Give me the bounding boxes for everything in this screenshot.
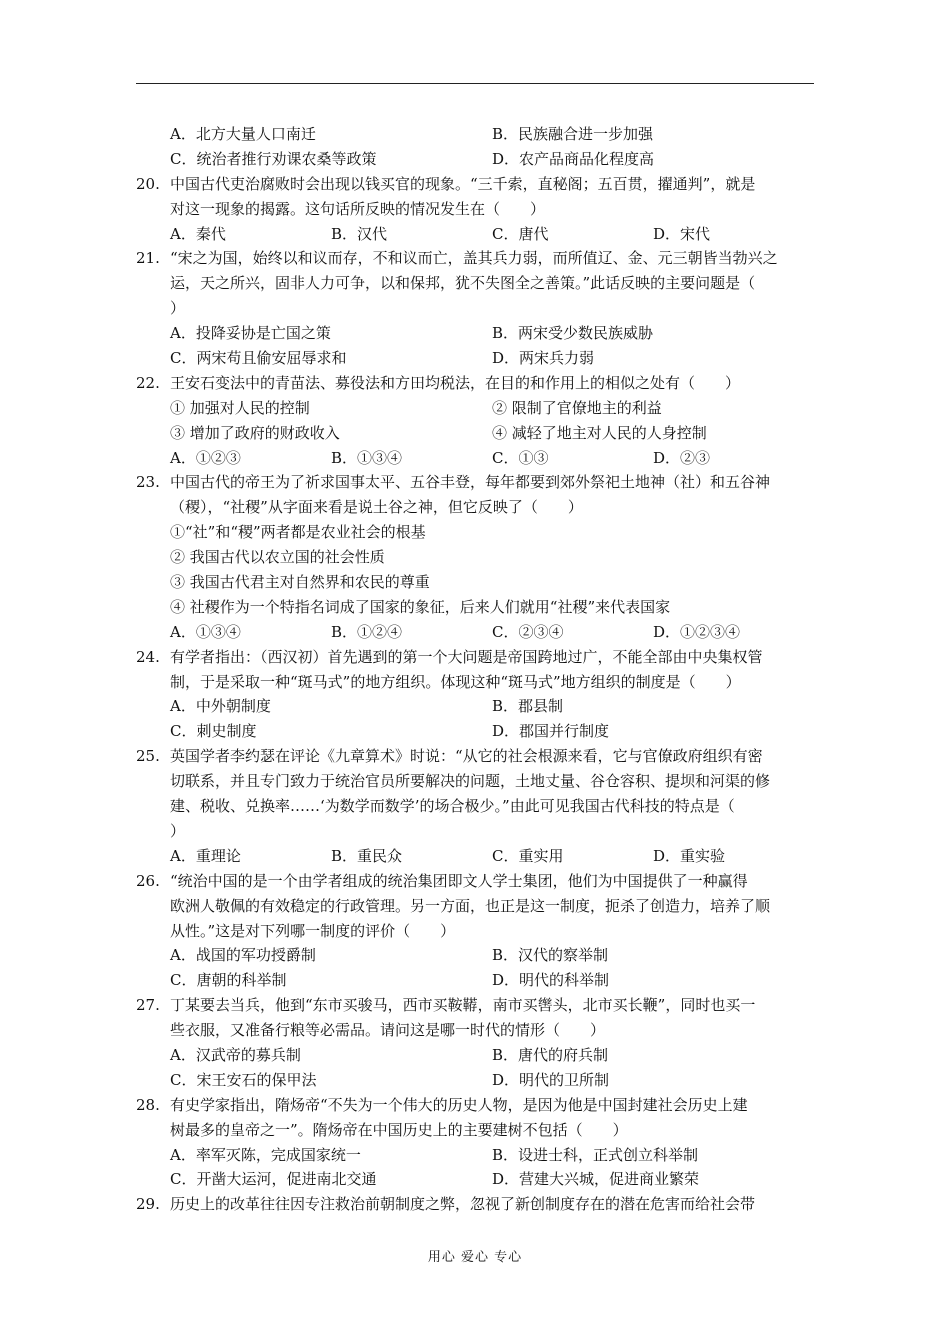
option: A．秦代 [170,224,226,243]
option: ④ 减轻了地主对人民的人身控制 [492,423,707,442]
option-row [136,1043,814,1068]
option-row [136,421,814,446]
option: A．战国的军功授爵制 [170,946,316,965]
option: C．唐代 [492,224,549,243]
option: ① 加强对人民的控制 [170,398,310,417]
question-line [136,246,814,271]
question-text: 建、税收、兑换率……‘为数学而数学’的场合极少。”由此可见我国古代科技的特点是（ [170,797,735,816]
question-number: 20. [136,174,160,193]
option: D．明代的卫所制 [492,1070,610,1089]
option: A．中外朝制度 [170,697,271,716]
option-row [136,844,814,869]
question-text: 些衣服，又准备行粮等必需品。请问这是哪一时代的情形（ ） [170,1021,606,1040]
question-number: 23. [136,473,160,492]
header-rule [136,83,814,84]
question-line [136,470,814,495]
option: B．①②④ [331,622,403,641]
question-line [136,769,814,794]
option: A．①②③ [170,448,241,467]
option: D．①②③④ [653,622,741,641]
page-footer: 用心 爱心 专心 [427,1250,523,1265]
option: C．①③ [492,448,549,467]
question-text: 切联系，并且专门致力于统治官员所要解决的问题，土地丈量、谷仓容积、提坝和河渠的修 [170,772,771,791]
question-line [136,371,814,396]
option-row [136,1167,814,1192]
question-text: “宋之为国，始终以和议而存，不和议而亡，盖其兵力弱，而所值辽、金、元三朝皆当勃兴之 [170,249,778,268]
option-row [136,719,814,744]
option-row [136,346,814,371]
option: B．①③④ [331,448,403,467]
question-text: 制，于是采取一种“斑马式”的地方组织。体现这种“斑马式”地方组织的制度是（ ） [170,672,741,691]
statement-item: ④ 社稷作为一个特指名词成了国家的象征，后来人们就用“社稷”来代表国家 [170,597,671,616]
question-text: 树最多的皇帝之一”。隋炀帝在中国历史上的主要建树不包括（ ） [170,1120,628,1139]
option: C．统治者推行劝课农桑等政策 [170,149,377,168]
option-row [136,147,814,172]
question-text: 王安石变法中的青苗法、募役法和方田均税法，在目的和作用上的相似之处有（ ） [170,373,741,392]
statement-item: ③ 我国古代君主对自然界和农民的尊重 [170,573,430,592]
question-number: 27. [136,996,160,1015]
option: B．唐代的府兵制 [492,1045,609,1064]
option-row [136,321,814,346]
option: C．开凿大运河，促进南北交通 [170,1170,377,1189]
option: D．农产品商品化程度高 [492,149,655,168]
question-line [136,670,814,695]
question-text: 中国古代的帝王为了祈求国事太平、五谷丰登，每年都要到郊外祭祀土地神（社）和五谷神 [170,473,771,492]
question-line [136,296,814,321]
option: A．投降妥协是亡国之策 [170,324,331,343]
question-line [136,271,814,296]
question-line [136,1192,814,1217]
question-text: 从性。”这是对下列哪一制度的评价（ ） [170,921,456,940]
option: B．两宋受少数民族威胁 [492,324,654,343]
question-number: 28. [136,1095,160,1114]
option: C．两宋苟且偷安屈辱求和 [170,349,347,368]
option: ③ 增加了政府的财政收入 [170,423,340,442]
option-row [136,446,814,471]
option: B．郡县制 [492,697,564,716]
question-number: 29. [136,1195,160,1214]
option: C．重实用 [492,846,564,865]
option-row [136,1068,814,1093]
option: A．率军灭陈，完成国家统一 [170,1145,361,1164]
question-line [136,794,814,819]
exam-content [136,122,814,1217]
question-line [136,495,814,520]
question-text: 欧洲人敬佩的有效稳定的行政管理。另一方面，也正是这一制度，扼杀了创造力，培养了顺 [170,896,771,915]
option: C．刺史制度 [170,722,257,741]
question-line [136,919,814,944]
question-number: 21. [136,249,160,268]
question-line [136,1093,814,1118]
option: C．唐朝的科举制 [170,971,287,990]
option: D．郡国并行制度 [492,722,610,741]
question-number: 24. [136,647,160,666]
question-line [136,645,814,670]
option: C．②③④ [492,622,564,641]
option-row [136,396,814,421]
option: D．两宋兵力弱 [492,349,595,368]
option: D．重实验 [653,846,726,865]
option: A．①③④ [170,622,241,641]
option: B．民族融合进一步加强 [492,125,654,143]
question-text: ） [170,299,186,318]
question-text: 中国古代吏治腐败时会出现以钱买官的现象。“三千索，直秘阁；五百贯，擢通判”，就是 [170,174,756,193]
question-text: 有史学家指出，隋炀帝“不失为一个伟大的历史人物，是因为他是中国封建社会历史上建 [170,1095,748,1114]
question-line [136,197,814,222]
statement-item: ①“社”和“稷”两者都是农业社会的根基 [170,523,426,542]
question-line [136,1018,814,1043]
option-row [136,943,814,968]
question-line [136,819,814,844]
question-text: ） [170,821,186,840]
question-line [136,993,814,1018]
option: D．宋代 [653,224,711,243]
option-row [136,694,814,719]
option: B．重民众 [331,846,403,865]
option-row [136,1143,814,1168]
question-line [136,894,814,919]
question-text: “统治中国的是一个由学者组成的统治集团即文人学士集团，他们为中国提供了一种赢得 [170,871,748,890]
question-text: （稷），“社稷”从字面来看是说土谷之神，但它反映了（ ） [170,498,583,517]
option: B．汉代 [331,224,388,243]
question-line [136,869,814,894]
question-line [136,1118,814,1143]
statement-item: ② 我国古代以农立国的社会性质 [170,548,385,567]
option: ② 限制了官僚地主的利益 [492,398,662,417]
option: A．重理论 [170,846,241,865]
option-row [136,222,814,247]
question-text: 历史上的改革往往因专注救治前朝制度之弊，忽视了新创制度存在的潜在危害而给社会带 [170,1195,756,1214]
option: A．汉武帝的募兵制 [170,1045,301,1064]
question-text: 丁某要去当兵，他到“东市买骏马，西市买鞍鞯，南市买辔头，北市买长鞭”，同时也买一 [170,996,756,1015]
option: C．宋王安石的保甲法 [170,1070,317,1089]
question-number: 22. [136,373,160,392]
question-number: 26. [136,871,160,890]
option: D．营建大兴城，促进商业繁荣 [492,1170,700,1189]
option: D．②③ [653,448,711,467]
question-number: 25. [136,747,160,766]
question-text: 英国学者李约瑟在评论《九章算术》时说：“从它的社会根源来看，它与官僚政府组织有密 [170,747,763,766]
question-text: 运，天之所兴，固非人力可争，以和保邦，犹不失图全之善策。”此话反映的主要问题是（ [170,274,756,293]
question-text: 对这一现象的揭露。这句话所反映的情况发生在（ ） [170,199,546,218]
option-row [136,968,814,993]
option: B．汉代的察举制 [492,946,609,965]
option-row [136,620,814,645]
question-text: 有学者指出：（西汉初）首先遇到的第一个大问题是帝国跨地过广，不能全部由中央集权管 [170,647,763,666]
option: D．明代的科举制 [492,971,610,990]
question-line [136,744,814,769]
option: A．北方大量人口南迁 [170,125,316,143]
option: B．设进士科，正式创立科举制 [492,1145,699,1164]
option-row [136,122,814,147]
question-line [136,172,814,197]
